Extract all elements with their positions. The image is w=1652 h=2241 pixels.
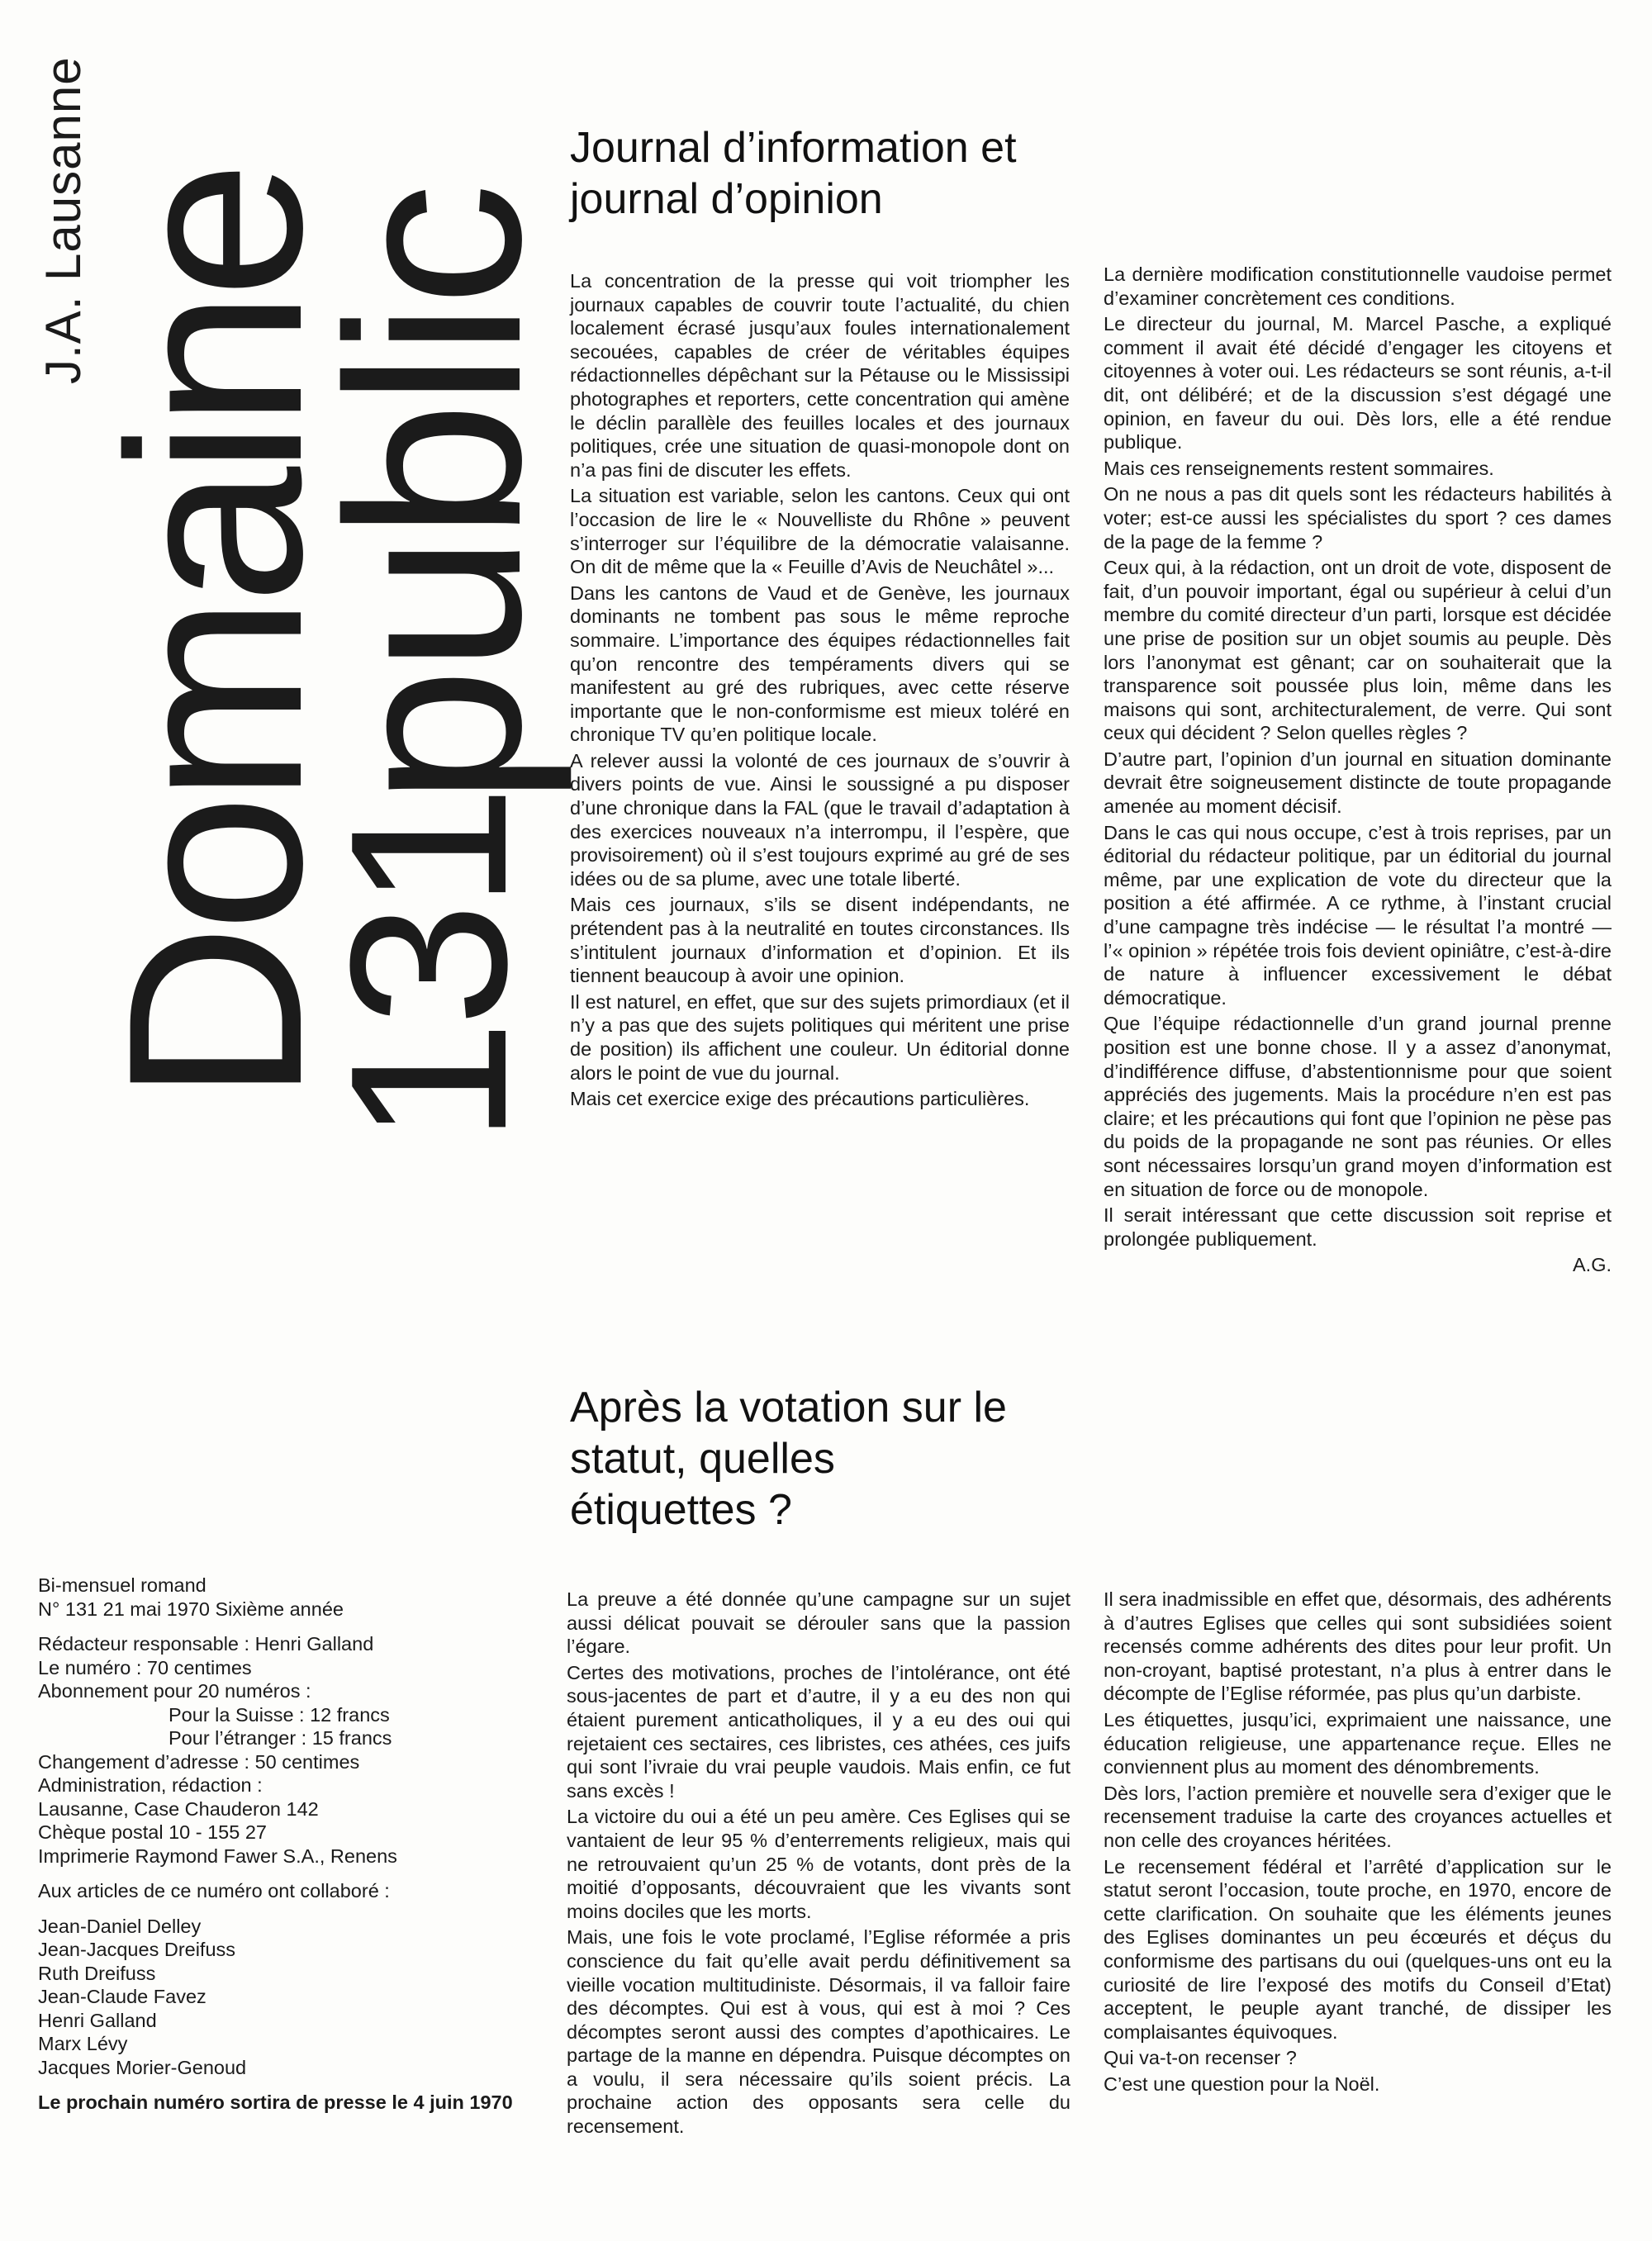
masthead-author: J.A. Lausanne xyxy=(36,56,91,384)
contributor-name: Henri Galland xyxy=(38,2009,157,2031)
article1-col1-paragraph: Mais cet exercice exige des précautions particulières. xyxy=(570,1088,1030,1110)
masthead-title-public: public xyxy=(295,188,572,805)
article1-col2-paragraph: Dans le cas qui nous occupe, c’est à trois reprises, par un éditorial du rédacteur politique, par un éditorial du journal même, par une explication de vote du directeur que la position a été affirmée. A ce rythme, à l’instant crucial d’une campagne très indécise — le résultat l’a montré — l’« opinion » répétée trois fois devient opiniâtre, c’est-à-dire de nature à influencer excessivement le débat démocratique. xyxy=(1104,821,1612,1009)
article2-col2-paragraph: Il sera inadmissible en effet que, désormais, des adhérents à d’autres Eglises que celles qui sont subsidiées soient recensés comme adhérents des dites pour leur profit. Un non-croyant, baptisé protestant, n’a plus à entrer dans le décompte de l’Eglise réformée, pas plus qu’un darbiste. xyxy=(1104,1588,1612,1705)
imprint-address-change: Changement d’adresse : 50 centimes xyxy=(38,1750,360,1773)
article1-col2-paragraph: Que l’équipe rédactionnelle d’un grand journal prenne position est une bonne chose. Il y a assez d’anonymat, d’indifférence diffuse, d’abstentionnisme pour que soient appréciés des jugements. Mais la procédure n’en est pas claire; et les précautions qui font que l’opinion ne pèse pas du poids de la propagande ne sont pas réunies. Or elles sont nécessaires lorsqu’un grand moyen d’information est en situation de force ou de monopole. xyxy=(1104,1013,1612,1200)
article2-column-1 xyxy=(567,1588,1070,2141)
imprint-block xyxy=(38,1574,550,2115)
article1-col1-paragraph: Mais ces journaux, s’ils se disent indépendants, ne prétendent pas à la neutralité en toutes circonstances. Ils s’intitulent journaux d’information et d’opinion. Et ils tiennent beaucoup à avoir une opinion. xyxy=(570,894,1070,987)
article1-col2-paragraph: La dernière modification constitutionnelle vaudoise permet d’examiner concrètement ces conditions. xyxy=(1104,264,1612,309)
contributor-name: Ruth Dreifuss xyxy=(38,1962,156,1984)
contributors-list xyxy=(38,1915,550,2080)
article1-signature-row xyxy=(1104,1253,1612,1277)
contributor-name: Jean-Jacques Dreifuss xyxy=(38,1939,236,1960)
imprint-administration: Administration, rédaction : xyxy=(38,1774,263,1796)
article2-col2-paragraph: Qui va-t-on recenser ? xyxy=(1104,2047,1297,2069)
article2-col1-paragraph: Certes des motivations, proches de l’intolérance, ont été sous-jacentes de part et d’autre, il y a eu des non qui étaient purement anticatholiques, il y a eu des oui qui rejetaient ces sectaires, ces libristes, ces athées, ces juifs qui sont l’ivraie du vrai peuple vaudois. Mais enfin, ce fut sans excès ! xyxy=(567,1661,1070,1802)
article1-col1-paragraph: Il est naturel, en effet, que sur des sujets primordiaux (et il n’y a pas que des sujets politiques qui méritent une prise de position) ils affichent une couleur. Un éditorial donne alors le point de vue du journal. xyxy=(570,990,1070,1084)
contributor-name: Jean-Claude Favez xyxy=(38,1986,206,2007)
article2-col1-paragraph: Mais, une fois le vote proclamé, l’Eglise réformée a pris conscience du fait qu’elle avait perdu définitivement sa vieille vocation multitudiniste. Désormais, il va falloir faire des décomptes. Qui est à vous, qui est à moi ? Ces décomptes seront aussi des comptes d’apothicaires. Le partage de la manne en dépendra. Puisque décomptes on a voulu, il sera nécessaire qu’ils soient précis. La prochaine action des opposants sera celle du recensement. xyxy=(567,1926,1070,2138)
article1-col2-paragraph: On ne nous a pas dit quels sont les rédacteurs habilités à voter; est-ce aussi les spécialistes du sport ? ces dames de la page de la femme ? xyxy=(1104,483,1612,553)
masthead-issue-number: 131 xyxy=(305,791,553,1144)
contributor-name: Jean-Daniel Delley xyxy=(38,1915,202,1937)
article1-col2-paragraph: Le directeur du journal, M. Marcel Pasche, a expliqué comment il avait été décidé d’engager les citoyens et citoyennes à voter oui. Les rédacteurs se sont réunis, a-t-il dit, ont délibéré; et de la discussion s’est dégagé une opinion, en faveur du oui. Dès lors, elle a été rendue publique. xyxy=(1104,313,1612,453)
contributor-name: Jacques Morier-Genoud xyxy=(38,2056,247,2078)
imprint-price: Le numéro : 70 centimes xyxy=(38,1656,252,1678)
article1-col1-paragraph: A relever aussi la volonté de ces journaux de s’ouvrir à divers points de vue. Ainsi le soussigné a pu disposer d’une chronique dans la FAL (que le travail d’adaptation à des exercices nouveaux n’a interrompu, il l’espère, que provisoirement) où il s’est toujours exprimé au gré de ses idées ou de sa plume, avec une totale liberté. xyxy=(570,749,1070,890)
article1-column-2 xyxy=(1104,263,1612,1277)
article1-col2-paragraph: Il serait intéressant que cette discussion soit reprise et prolongée publiquement. xyxy=(1104,1204,1612,1250)
article1-col1-paragraph: La concentration de la presse qui voit triompher les journaux capables de couvrir toute l’actualité, du chien localement écrasé jusqu’aux foules internationalement secouées, capables de créer de véritables équipes rédactionnelles dépêchant sur la Pétause ou le Mississipi photographes et reporters, cette concentration qui amène le déclin parallèle des feuilles locales et des journaux politiques, crée une situation de quasi-monopole dont on n’a pas fini de discuter les effets. xyxy=(570,270,1070,481)
article2-col1-paragraph: La victoire du oui a été un peu amère. Ces Eglises qui se vantaient de leur 95 % d’enterrements religieux, mais qui ne retrouvaient qu’un 25 % de votants, dont près de la moitié d’opposants, découvraient que les vivants sont moins dociles que les morts. xyxy=(567,1806,1070,1922)
article2-col2-paragraph: Les étiquettes, jusqu’ici, exprimaient une naissance, une éducation religieuse, une appartenance reçue. Elles ne conviennent plus au moment des dénombrements. xyxy=(1104,1708,1612,1778)
article1-col1-paragraph: La situation est variable, selon les cantons. Ceux qui ont l’occasion de lire le « Nouvelliste du Rhône » peuvent s’interroger sur l’équilibre de la démocratie valaisanne. On dit de même que la « Feuille d’Avis de Neuchâtel »... xyxy=(570,485,1070,578)
imprint-periodicity: Bi-mensuel romand xyxy=(38,1574,206,1596)
imprint-subscription-switzerland: Pour la Suisse : 12 francs xyxy=(169,1703,390,1726)
imprint-subscription: Abonnement pour 20 numéros : xyxy=(38,1680,311,1702)
article1-headline: Journal d’information et journal d’opinion xyxy=(570,124,1017,223)
imprint-issue-info: N° 131 21 mai 1970 Sixième année xyxy=(38,1598,344,1620)
imprint-editor: Rédacteur responsable : Henri Galland xyxy=(38,1633,374,1655)
article2-headline: Après la votation sur le statut, quelles étiquettes ? xyxy=(570,1384,1007,1534)
imprint-postal-account: Chèque postal 10 - 155 27 xyxy=(38,1821,267,1843)
article2-col2-paragraph: C’est une question pour la Noël. xyxy=(1104,2072,1380,2095)
article2-col2-paragraph: Le recensement fédéral et l’arrêté d’application sur le statut seront l’occasion, toute proche, en 1970, encore de cette clarification. On souhaite que les éléments jeunes des Eglises dominantes un peu écœurés et déçus du conformisme des partisans du oui (quelques-uns ont eu la curiosité de lire l’exposé des motifs du Conseil d’Etat) acceptent, le peuple ayant tranché, de dissiper les complaisantes équivoques. xyxy=(1104,1855,1612,2043)
contributor-name: Marx Lévy xyxy=(38,2033,128,2054)
imprint-subscription-foreign: Pour l’étranger : 15 francs xyxy=(169,1727,392,1749)
article1-signature: A.G. xyxy=(1572,1254,1612,1276)
article2-col1-paragraph: La preuve a été donnée qu’une campagne sur un sujet aussi délicat pouvait se dérouler sans que la passion l’égare. xyxy=(567,1588,1070,1658)
article2-col2-paragraph: Dès lors, l’action première et nouvelle sera d’exiger que le recensement traduise la carte des croyances actuelles et non celle des croyances héritées. xyxy=(1104,1782,1612,1851)
masthead-title-domaine: Domaine xyxy=(76,169,354,1103)
article1-col2-paragraph: Mais ces renseignements restent sommaires. xyxy=(1104,457,1494,479)
next-issue-notice: Le prochain numéro sortira de presse le 4 juin 1970 xyxy=(38,2091,513,2113)
imprint-printer: Imprimerie Raymond Fawer S.A., Renens xyxy=(38,1845,397,1867)
imprint-contributors-label: Aux articles de ce numéro ont collaboré : xyxy=(38,1880,390,1902)
article1-col2-paragraph: D’autre part, l’opinion d’un journal en situation dominante devrait être soigneusement distincte de toute propagande amenée au moment décisif. xyxy=(1104,748,1612,818)
article1-col1-paragraph: Dans les cantons de Vaud et de Genève, les journaux dominants ne tombent pas sous le même reproche sommaire. L’importance des équipes rédactionnelles fait qu’on rencontre des tempéraments divers qui se manifestent au gré des rubriques, avec cette réserve importante que le non-conformisme est mieux toléré en chronique TV qu’en politique locale. xyxy=(570,582,1070,746)
article2-column-2 xyxy=(1104,1588,1612,2098)
article1-col2-paragraph: Ceux qui, à la rédaction, ont un droit de vote, disposent de fait, d’un pouvoir important, égal ou supérieur à celui d’un membre du comité directeur d’un parti, lorsque est décidée une prise de position sur un objet soumis au peuple. Dès lors l’anonymat est gênant; car on souhaiterait que la transparence soit poussée plus loin, même dans les maisons qui sont, architecturalement, de verre. Qui sont ceux qui décident ? Selon quelles règles ? xyxy=(1104,557,1612,744)
imprint-administration-address: Lausanne, Case Chauderon 142 xyxy=(38,1797,319,1820)
article1-column-1 xyxy=(570,269,1070,1113)
